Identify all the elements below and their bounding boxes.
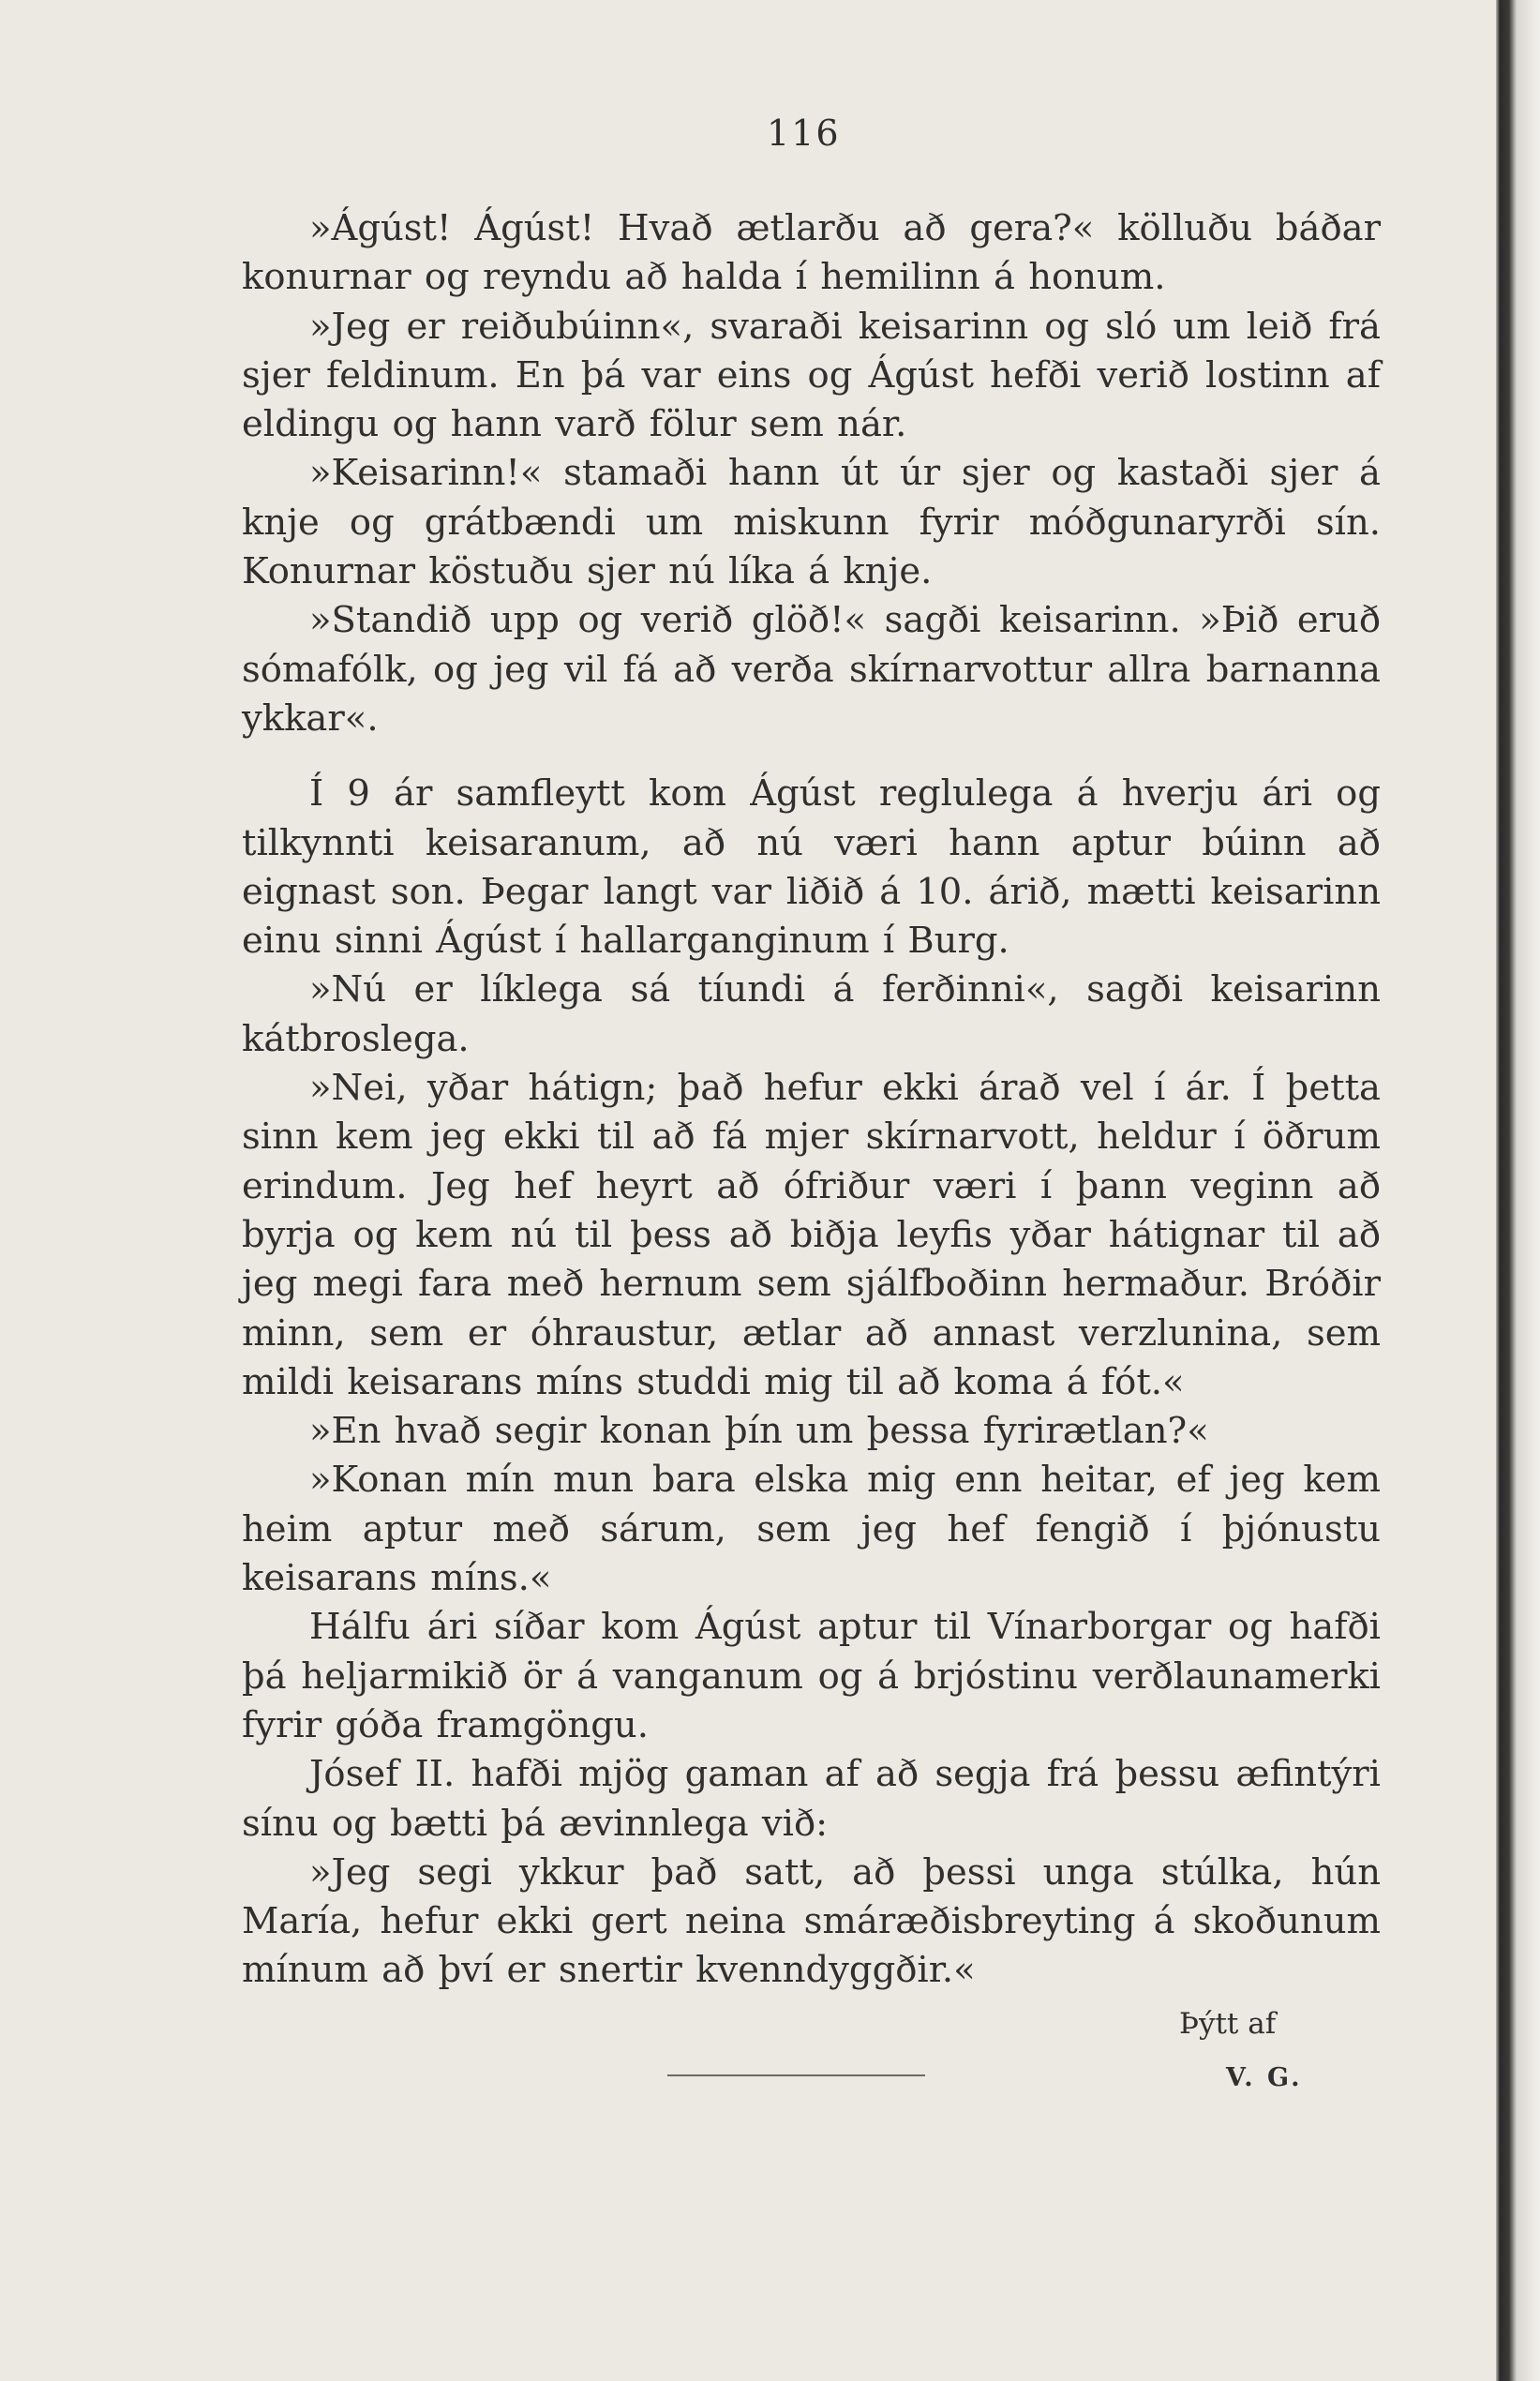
paragraph: Hálfu ári síðar kom Ágúst aptur til Vínarborgar og hafði þá heljarmikið ör á vanganum og á brjóstinu verðlaunamerki fyrir góða framgöngu. — [242, 1606, 1381, 1746]
paragraph: »Nei, yðar hátign; það hefur ekki árað vel í ár. Í þetta sinn kem jeg ekki til að fá mjer skírnarvott, heldur í öðrum erindum. Jeg hef heyrt að ófriður væri í þann veginn að byrja og kem nú til þess að biðja leyfis yðar hátignar til að jeg megi fara með hernum sem sjálfboðinn hermaður. Bróðir minn, sem er óhraustur, ætlar að annast verzlunina, sem mildi keisarans míns studdi mig til að koma á fót.« — [242, 1067, 1381, 1403]
paragraph: »Keisarinn!« stamaði hann út úr sjer og kastaði sjer á knje og grátbændi um miskunn fyrir móðgunaryrði sín. Konurnar köstuðu sjer nú líka á knje. — [242, 452, 1381, 593]
paragraph: »Konan mín mun bara elska mig enn heitar, ef jeg kem heim aptur með sárum, sem jeg hef fengið í þjónustu keisarans míns.« — [242, 1459, 1381, 1600]
signature-initials: V. G. — [1226, 2063, 1303, 2092]
paragraph: »En hvað segir konan þín um þessa fyrirætlan?« — [309, 1410, 1209, 1453]
page-edge-binding — [1496, 0, 1540, 2381]
translator-signature — [1179, 1997, 1303, 2105]
page-number: 116 — [767, 112, 841, 154]
paragraph: »Nú er líklega sá tíundi á ferðinni«, sagði keisarinn kátbroslega. — [242, 968, 1381, 1060]
paragraph: »Jeg segi ykkur það satt, að þessi unga stúlka, hún María, hefur ekki gert neina smáræðisbreyting á skoðunum mínum að því er snertir kvenndyggðir.« — [242, 1850, 1381, 1992]
end-divider — [667, 2074, 925, 2076]
paragraph: »Ágúst! Ágúst! Hvað ætlarðu að gera?« kölluðu báðar konurnar og reyndu að halda í hemilinn á honum. — [242, 207, 1381, 299]
signature-line: Þýtt af — [1179, 2007, 1277, 2041]
paragraph: »Jeg er reiðubúinn«, svaraði keisarinn og sló um leið frá sjer feldinum. En þá var eins og Ágúst hefði verið lostinn af eldingu og hann varð fölur sem nár. — [242, 305, 1381, 446]
paragraph: Jósef II. hafði mjög gaman af að segja frá þessu æfintýri sínu og bætti þá ævinnlega við: — [242, 1753, 1381, 1845]
paragraph: »Standið upp og verið glöð!« sagði keisarinn. »Þið eruð sómafólk, og jeg vil fá að verða skírnarvottur allra barnanna ykkar«. — [242, 599, 1381, 740]
paragraph: Í 9 ár samfleytt kom Ágúst reglulega á hverju ári og tilkynnti keisaranum, að nú væri hann aptur búinn að eignast son. Þegar langt var liðið á 10. árið, mætti keisarinn einu sinni Ágúst í hallarganginum í Burg. — [242, 772, 1381, 963]
body-text — [242, 204, 1381, 1996]
